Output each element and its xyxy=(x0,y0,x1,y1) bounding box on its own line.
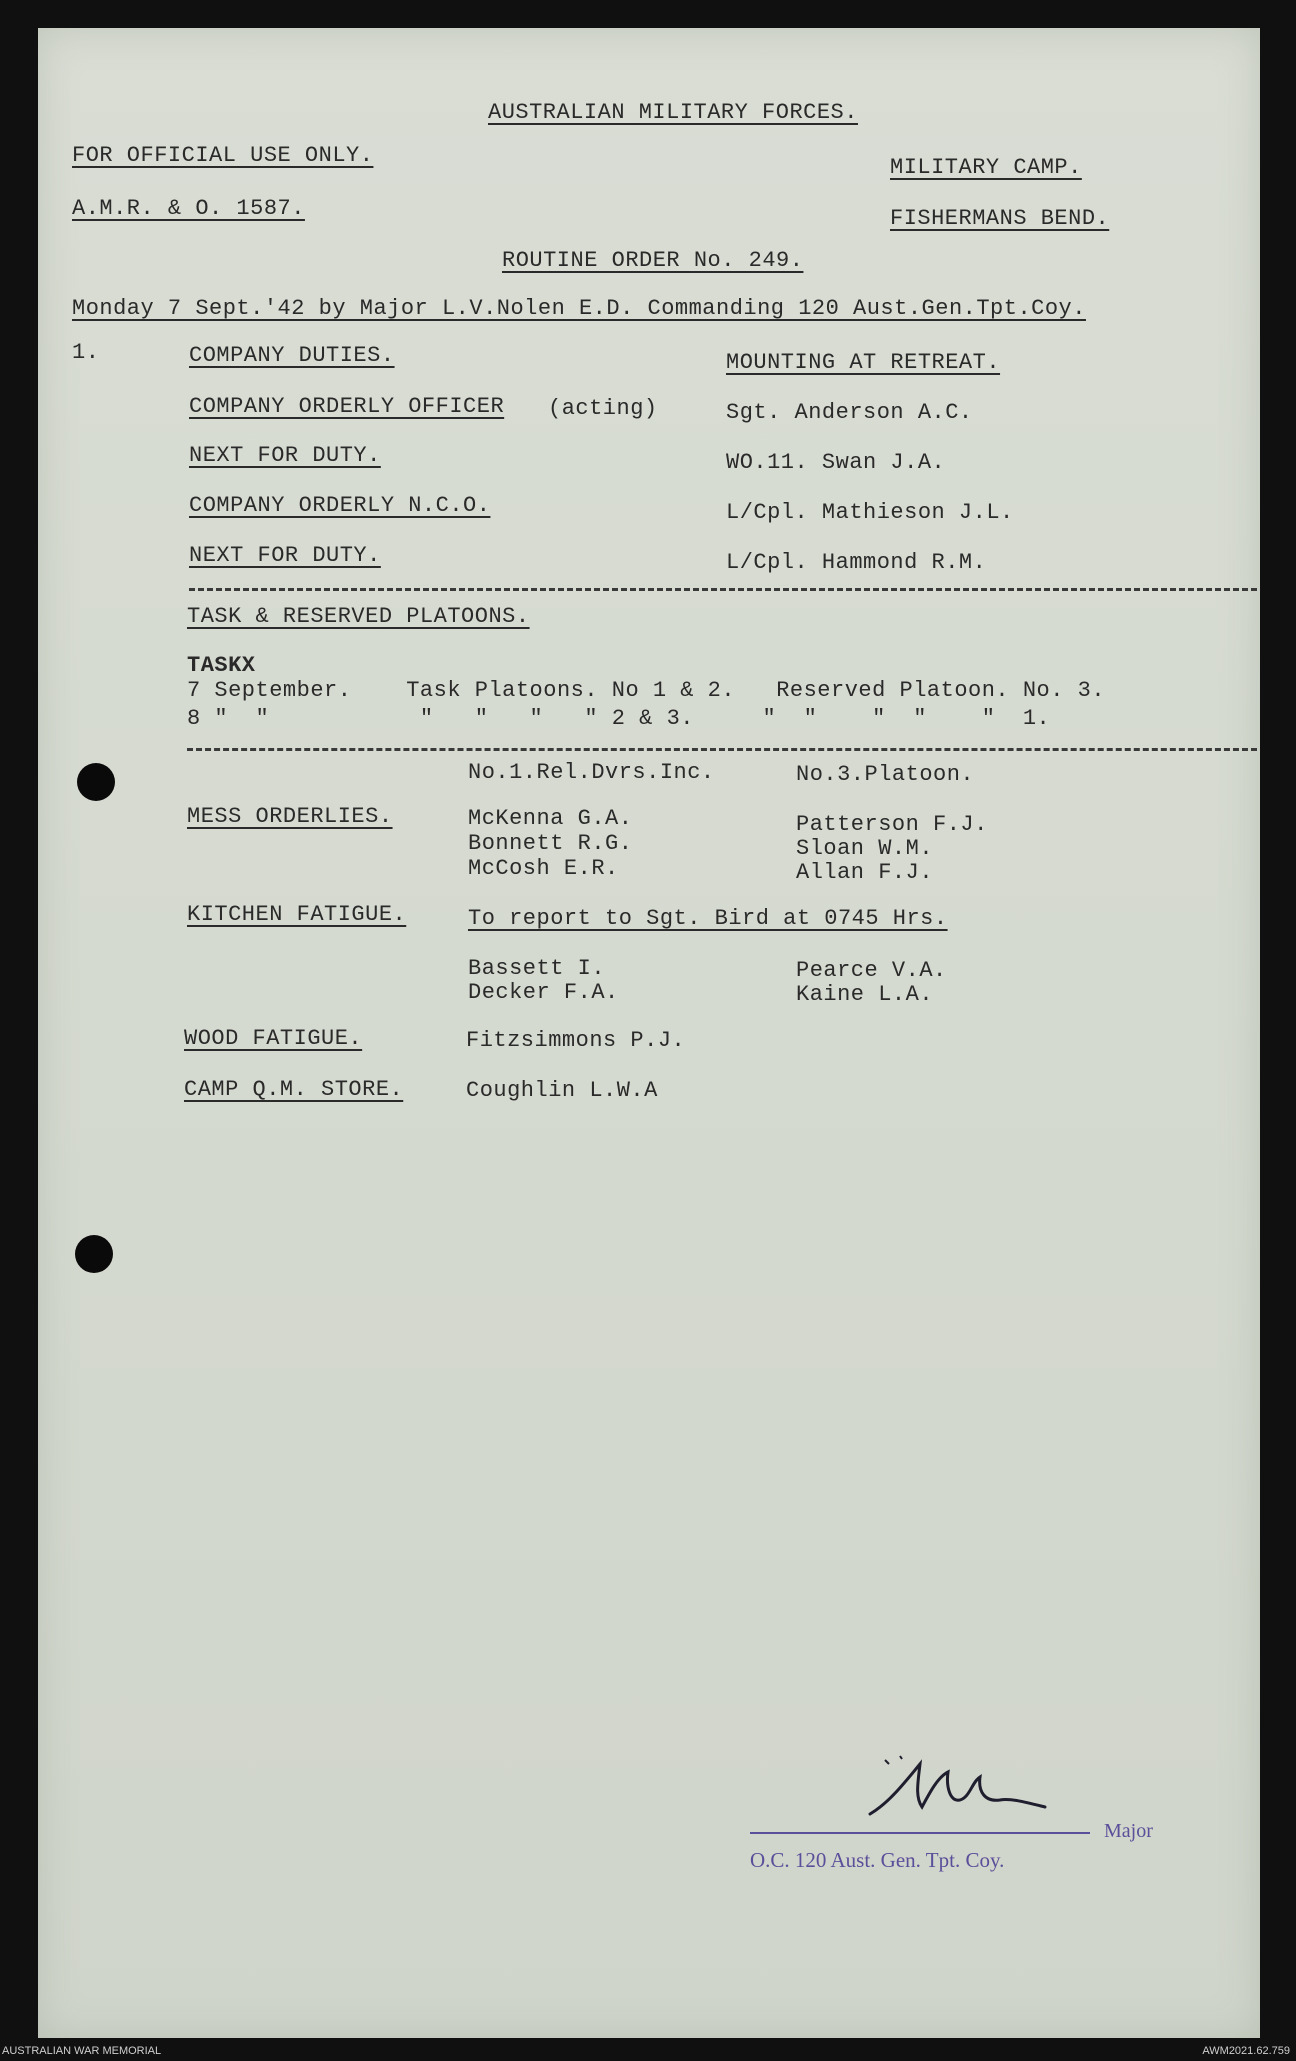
mess-orderlies-label: MESS ORDERLIES. xyxy=(187,804,393,829)
section-number: 1. xyxy=(72,340,100,365)
kitchen-fatigue-label: KITCHEN FATIGUE. xyxy=(187,902,407,927)
qm-store-label: CAMP Q.M. STORE. xyxy=(184,1077,404,1102)
security-marking: FOR OFFICIAL USE ONLY. xyxy=(72,143,374,168)
handwritten-signature xyxy=(860,1752,1060,1832)
column-heading-left: No.1.Rel.Dvrs.Inc. xyxy=(468,760,715,785)
duty-assignee: WO.11. Swan J.A. xyxy=(726,450,946,475)
order-number: ROUTINE ORDER No. 249. xyxy=(502,248,804,273)
camp-location: FISHERMANS BEND. xyxy=(890,206,1110,231)
camp-name: MILITARY CAMP. xyxy=(890,155,1082,180)
archive-label: AUSTRALIAN WAR MEMORIAL xyxy=(2,2045,162,2057)
dashed-divider xyxy=(189,588,1257,591)
platoon-line-2: 8 " " " " " " 2 & 3. " " " " " 1. xyxy=(187,706,1051,731)
dashed-divider xyxy=(187,748,1257,751)
signatory-unit: O.C. 120 Aust. Gen. Tpt. Coy. xyxy=(750,1848,1005,1872)
name-entry: Pearce V.A. xyxy=(796,958,947,983)
name-entry: Bassett I. xyxy=(468,956,606,981)
duty-assignee: Sgt. Anderson A.C. xyxy=(726,400,973,425)
name-entry: Fitzsimmons P.J. xyxy=(466,1028,686,1053)
name-entry: Kaine L.A. xyxy=(796,982,934,1007)
duty-label: COMPANY ORDERLY OFFICER xyxy=(189,394,505,419)
name-entry: Bonnett R.G. xyxy=(468,831,633,856)
duty-label: NEXT FOR DUTY. xyxy=(189,443,381,468)
document-title: AUSTRALIAN MILITARY FORCES. xyxy=(488,100,858,125)
mounting-heading: MOUNTING AT RETREAT. xyxy=(726,350,1001,375)
name-entry: Allan F.J. xyxy=(796,860,934,885)
reference-number: A.M.R. & O. 1587. xyxy=(72,196,305,221)
name-entry: Sloan W.M. xyxy=(796,836,934,861)
signatory-rank: Major xyxy=(1104,1820,1153,1842)
archive-id: AWM2021.62.759 xyxy=(1202,2045,1290,2057)
signature-line xyxy=(750,1832,1090,1834)
struck-text: TASKX xyxy=(187,653,256,678)
punch-hole xyxy=(77,763,115,801)
duty-label: NEXT FOR DUTY. xyxy=(189,543,381,568)
punch-hole xyxy=(75,1235,113,1273)
name-entry: McCosh E.R. xyxy=(468,856,619,881)
kitchen-note: To report to Sgt. Bird at 0745 Hrs. xyxy=(468,906,948,931)
column-heading-right: No.3.Platoon. xyxy=(796,762,975,787)
platoon-line-1: 7 September. Task Platoons. No 1 & 2. Reserved Platoon. No. 3. xyxy=(187,678,1106,703)
name-entry: Patterson F.J. xyxy=(796,812,988,837)
duty-label: COMPANY ORDERLY N.C.O. xyxy=(189,493,491,518)
date-line: Monday 7 Sept.'42 by Major L.V.Nolen E.D. Commanding 120 Aust.Gen.Tpt.Coy. xyxy=(72,296,1086,321)
duty-label-suffix: (acting) xyxy=(548,396,658,421)
name-entry: McKenna G.A. xyxy=(468,806,633,831)
wood-fatigue-label: WOOD FATIGUE. xyxy=(184,1026,363,1051)
platoons-heading: TASK & RESERVED PLATOONS. xyxy=(187,604,530,629)
name-entry: Decker F.A. xyxy=(468,980,619,1005)
name-entry: Coughlin L.W.A xyxy=(466,1078,658,1103)
duty-assignee: L/Cpl. Hammond R.M. xyxy=(726,550,987,575)
duty-assignee: L/Cpl. Mathieson J.L. xyxy=(726,500,1014,525)
company-duties-heading: COMPANY DUTIES. xyxy=(189,343,395,368)
